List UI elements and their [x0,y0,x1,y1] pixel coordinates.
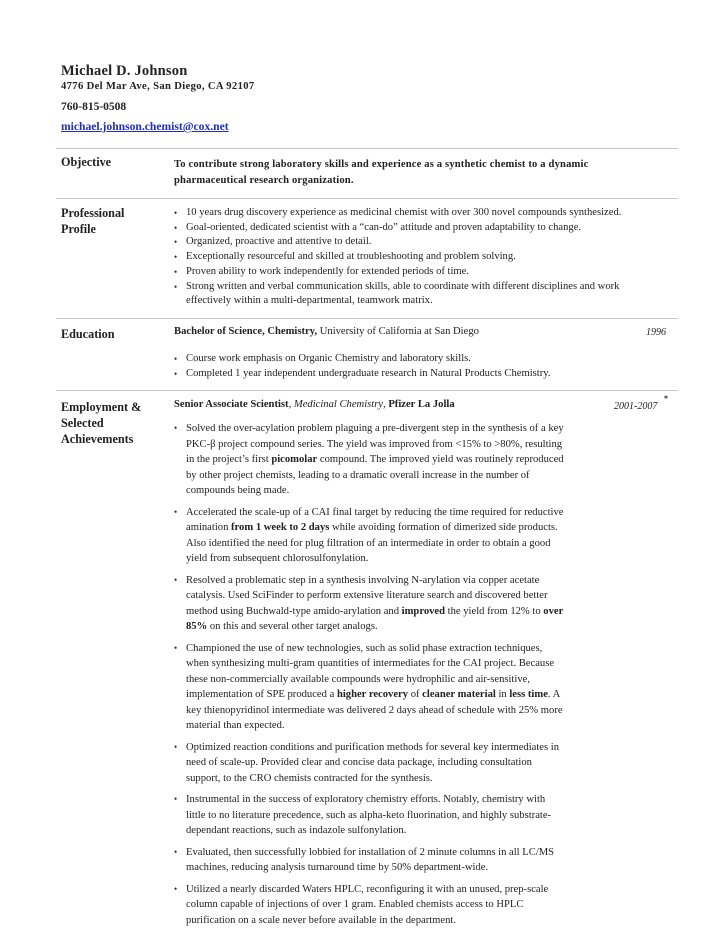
section-divider [56,390,678,391]
achievement-text: Evaluated, then successfully lobbied for installation of 2 minute columns in all LC/MS machines, reducing analysis turnaround time by 50% department-wide. [186,846,555,873]
achievement-item [174,792,566,839]
highlight-text: cleaner material [422,689,496,700]
achievement-item [174,641,566,734]
list-item: • Organized, proactive and attentive to detail. [174,235,664,250]
profile-heading [61,205,124,237]
objective-heading: Objective [61,155,112,169]
section-divider [56,148,678,149]
employment-heading-line2: Selected [61,416,104,430]
achievement-text: while avoiding formation of dimerized side products. Also identified the need for plug filtration of an intermediate in order to obtain a good yield from subsequent chlorosulfonylation. [186,522,558,564]
department: Medicinal Chemistry [293,399,384,410]
achievement-text: Accelerated the scale-up of a CAI final target by reducing the time required for reductive amination [186,506,564,533]
employment-heading [61,399,141,447]
achievements-list [174,421,566,928]
achievement-item [174,845,566,876]
highlight-text: improved [401,605,446,617]
degree: Bachelor of Science, Chemistry, [174,326,318,337]
achievement-text: Instrumental in the success of exploratory chemistry efforts. Notably, chemistry with little to no literature precedence, such as alpha-keto fluorination, and highly substrate-dependant reactions, such as indazole sulfonylation. [186,794,552,836]
education-list [174,352,664,381]
achievement-text: compound. The improved yield was routinely reproduced by other project chemists, leading to a dramatic overall increase in the number of compounds being made. [186,454,564,496]
achievement-text: of [408,689,423,700]
achievement-text: in [495,689,510,700]
employment-years: 2001-2007 [614,401,658,412]
list-item: • Course work emphasis on Organic Chemistry and laboratory skills. [174,352,664,367]
section-divider [56,318,678,319]
achievement-text: Resolved a problematic step in a synthesis involving N-arylation via copper acetate catalysis. Used SciFinder to perform extensive literature search and discovered better method using Buchwald-type amido-arylation and [186,574,548,617]
achievement-item [174,573,566,635]
phone-number: 760-815-0508 [61,101,127,113]
list-item: • Strong written and verbal communication skills, able to coordinate with different disciplines and work effectively within a multi-departmental, teamwork matrix. [174,280,664,309]
degree-line [174,326,479,337]
achievement-text: Championed the use of new technologies, such as solid phase extraction techniques, when synthesizing multi-gram quantities of intermediates for the CAI project. Because these non-commercially available compounds were hydrophilic and air-sensitive, implementation of SPE produced a [186,642,555,700]
achievement-text: . A key thienopyridinol intermediate was delivered 2 days ahead of schedule with 25% more material than expected. [186,689,563,731]
school: University of California at San Diego [317,326,479,337]
profile-heading-line2: Profile [61,222,96,236]
footnote-star: * [664,394,668,403]
achievement-item [174,882,566,929]
list-item: • 10 years drug discovery experience as medicinal chemist with over 300 novel compounds synthesized. [174,206,664,221]
employment-heading-line1: Employment & [61,400,142,414]
mailing-address: 4776 Del Mar Ave, San Diego, CA 92107 [61,81,255,92]
job-title: Senior Associate Scientist [174,399,289,410]
section-divider [56,198,678,199]
education-heading: Education [61,327,115,341]
profile-heading-line1: Professional [61,206,125,220]
list-item: • Proven ability to work independently for extended periods of time. [174,265,664,280]
email-link[interactable]: michael.johnson.chemist@cox.net [61,120,229,133]
company: Pfizer La Jolla [388,399,455,410]
achievement-text: the yield from 12% to [445,605,544,617]
candidate-name: Michael D. Johnson [61,63,188,79]
highlight-text: higher recovery [336,689,409,700]
education-year: 1996 [646,327,666,338]
list-item: • Completed 1 year independent undergraduate research in Natural Products Chemistry. [174,367,664,382]
achievement-text: Solved the over-acylation problem plaguing a pre-divergent step in the synthesis of a key PKC-β project compound series. The yield was improved from <15% to >80%, resulting in the project’s first [186,423,564,465]
list-item: • Exceptionally resourceful and skilled at troubleshooting and problem solving. [174,250,664,265]
highlight-text: over 85% [186,605,564,632]
list-item: • Goal-oriented, dedicated scientist with a “can-do” attitude and proven adaptability to change. [174,221,664,236]
achievement-text: on this and several other target analogs. [207,621,378,632]
achievement-item [174,505,566,567]
title-separator: , [288,399,294,410]
employment-heading-line3: Achievements [61,432,134,446]
department-separator: , [383,399,389,410]
achievement-text: Optimized reaction conditions and purification methods for several key intermediates in need of scale-up. Provided clear and concise data package, including consultation support, to the CRO chemists contracted for the synthesis. [186,741,560,784]
highlight-text: picomolar [271,454,318,465]
job-title-line [174,399,455,410]
achievement-item [174,421,566,499]
achievement-text: Utilized a nearly discarded Waters HPLC, reconfiguring it with an unused, prep-scale column capable of injections of over 1 gram. Enabled chemists access to HPLC purification on a scale never before available in the department. [186,883,549,926]
highlight-text: less time [509,689,548,700]
profile-list [174,206,664,309]
objective-text: To contribute strong laboratory skills and experience as a synthetic chemist to a dynamic pharmaceutical research organization. [174,159,589,186]
highlight-text: from 1 week to 2 days [231,522,330,533]
achievement-item [174,740,566,787]
